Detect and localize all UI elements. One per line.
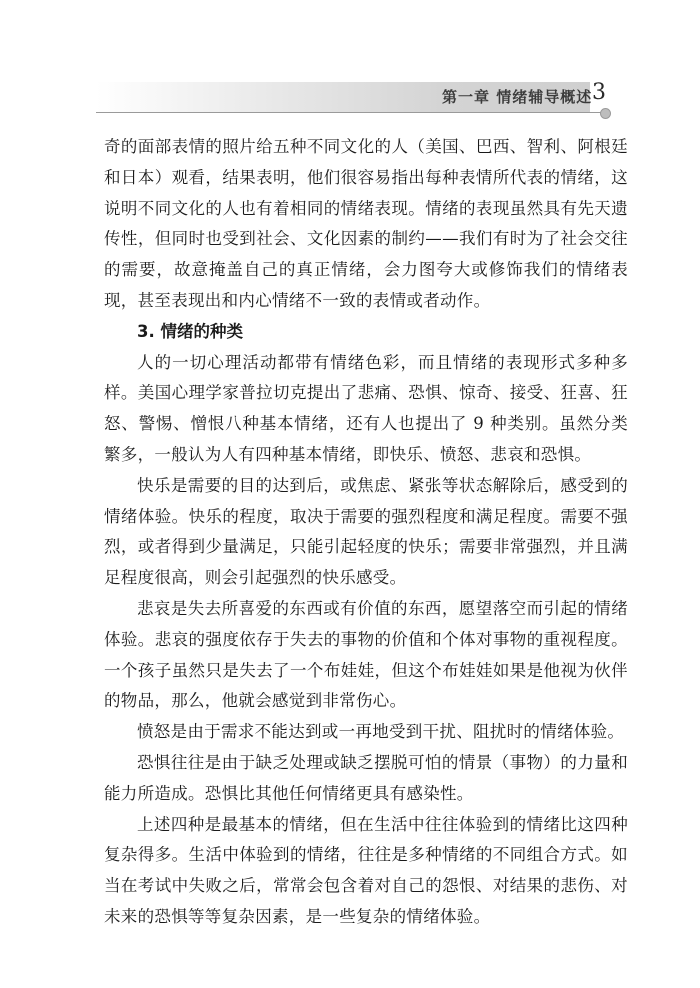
paragraph-2: 人的一切心理活动都带有情绪色彩，而且情绪的表现形式多种多样。美国心理学家普拉切克提出了悲痛、恐惧、惊奇、接受、狂喜、狂怒、警惕、憎恨八种基本情绪，还有人也提出了 9 种类别。虽然分类繁多，一般认为人有四种基本情绪，即快乐、愤怒、悲哀和恐惧。 <box>104 352 628 464</box>
page-header <box>0 0 700 120</box>
paragraph-7: 上述四种是最基本的情绪，但在生活中往往体验到的情绪比这四种复杂得多。生活中体验到的情绪，往往是多种情绪的不同组合方式。如当在考试中失败之后，常常会包含着对自己的怨恨、对结果的悲伤、对未来的恐惧等等复杂因素，是一些复杂的情绪体验。 <box>104 814 628 926</box>
paragraph-1: 奇的面部表情的照片给五种不同文化的人（美国、巴西、智利、阿根廷和日本）观看，结果表明，他们很容易指出每种表情所代表的情绪，这说明不同文化的人也有着相同的情绪表现。情绪的表现虽然具有先天遗传性，但同时也受到社会、文化因素的制约——我们有时为了社会交往的需要，故意掩盖自己的真正情绪，会力图夸大或修饰我们的情绪表现，甚至表现出和内心情绪不一致的表情或者动作。 <box>104 137 628 310</box>
page-number: 3 <box>592 80 606 105</box>
paragraph-4: 悲哀是失去所喜爱的东西或有价值的东西，愿望落空而引起的情绪体验。悲哀的强度依存于失去的事物的价值和个体对事物的重视程度。一个孩子虽然只是失去了一个布娃娃，但这个布娃娃如果是他视为伙伴的物品，那么，他就会感觉到非常伤心。 <box>104 598 628 711</box>
chapter-title: 第一章 情绪辅导概述 <box>442 88 593 106</box>
header-rule <box>96 112 606 113</box>
paragraph-3: 快乐是需要的目的达到后，或焦虑、紧张等状态解除后，感受到的情绪体验。快乐的程度，取决于需要的强烈程度和满足程度。需要不强烈，或者得到少量满足，只能引起轻度的快乐；需要非常强烈，并且满足程度很高，则会引起强烈的快乐感受。 <box>104 475 628 588</box>
header-dot-ornament <box>600 108 611 119</box>
section-heading: 3. 情绪的种类 <box>137 321 243 341</box>
body-text <box>104 132 628 933</box>
paragraph-5: 愤怒是由于需求不能达到或一再地受到干扰、阻扰时的情绪体验。 <box>137 722 625 742</box>
paragraph-6: 恐惧往往是由于缺乏处理或缺乏摆脱可怕的情景（事物）的力量和能力所造成。恐惧比其他任何情绪更具有感染性。 <box>104 752 628 803</box>
